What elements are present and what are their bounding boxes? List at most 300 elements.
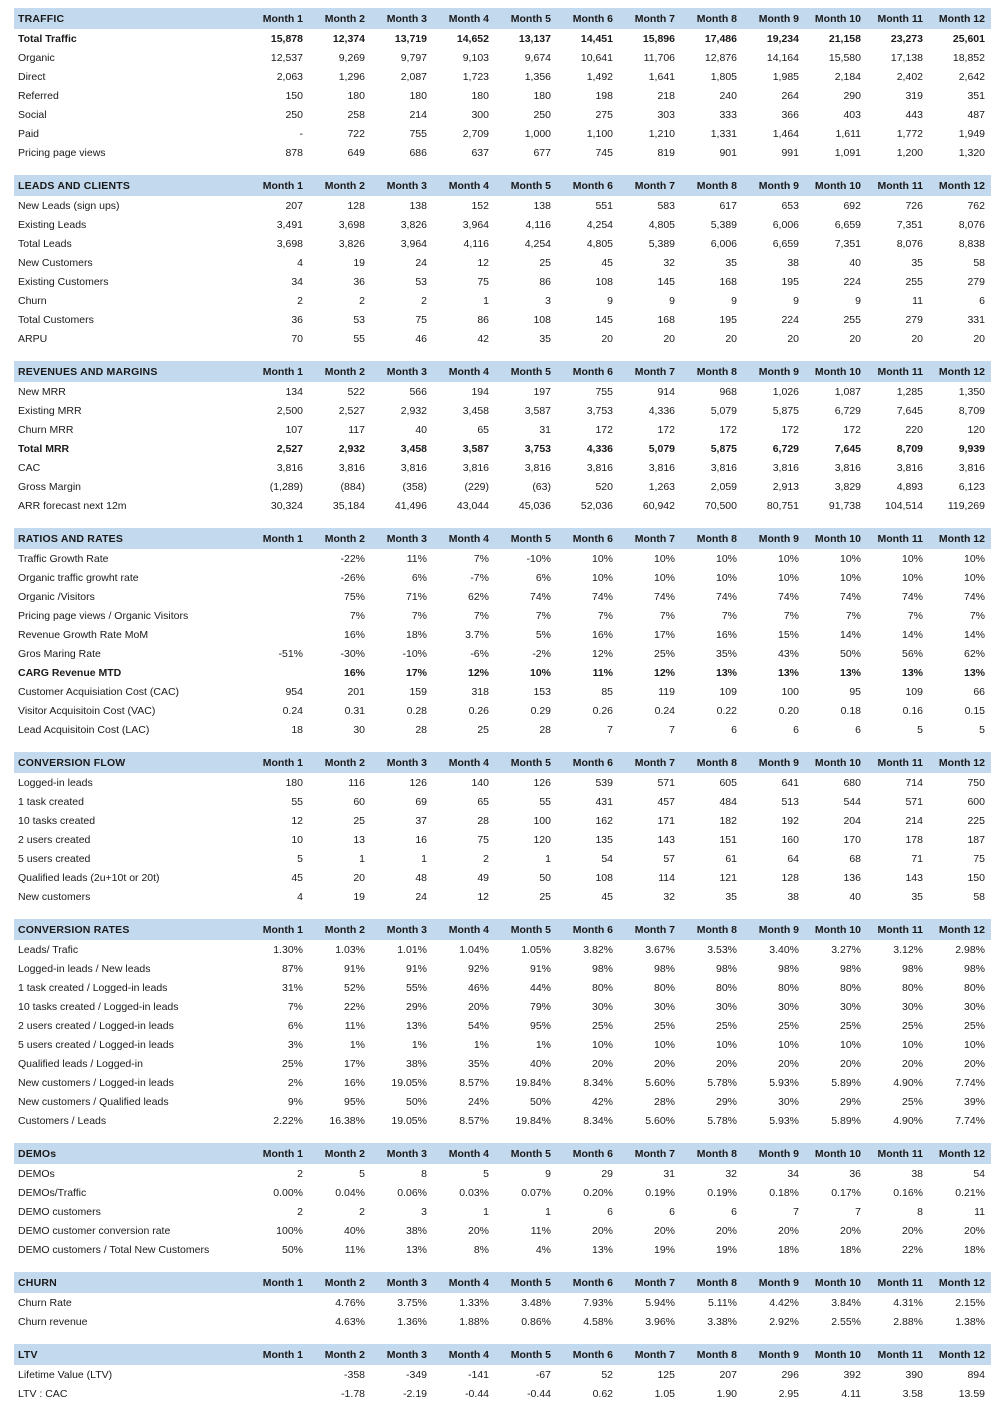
table-row — [14, 1312, 991, 1331]
column-header-month: Month 1 — [247, 752, 309, 773]
table-cell: 3,816 — [586, 461, 613, 474]
column-header-month: Month 2 — [309, 175, 371, 196]
table-cell: 30% — [715, 1000, 737, 1013]
table-cell: 13% — [901, 666, 923, 679]
row-label: Pricing page views / Organic Visitors — [18, 609, 189, 622]
table-cell: 85 — [601, 685, 613, 698]
table-cell: 168 — [657, 313, 675, 326]
metrics-table — [14, 8, 991, 1403]
column-header-month: Month 11 — [867, 175, 929, 196]
table-cell: 2,402 — [896, 70, 923, 83]
table-cell: 54% — [467, 1019, 489, 1032]
table-cell: 30% — [963, 1000, 985, 1013]
table-cell: 10% — [839, 1038, 861, 1051]
table-cell: 80% — [653, 981, 675, 994]
column-header-month: Month 8 — [681, 752, 743, 773]
table-cell: (229) — [464, 480, 489, 493]
row-label: Organic — [18, 51, 55, 64]
row-label: Churn Rate — [18, 1296, 72, 1309]
table-cell: 11 — [974, 1205, 985, 1218]
row-label: Direct — [18, 70, 46, 83]
table-cell: 30% — [591, 1000, 613, 1013]
table-cell: 13% — [777, 666, 799, 679]
table-cell: 10% — [653, 571, 675, 584]
row-label: Existing Customers — [18, 275, 109, 288]
table-cell: 20 — [725, 332, 737, 345]
table-cell: 224 — [843, 275, 861, 288]
table-cell: 2,063 — [276, 70, 303, 83]
table-cell: 745 — [595, 146, 613, 159]
table-cell: 9,939 — [958, 442, 985, 455]
table-cell: 31% — [281, 981, 303, 994]
column-header-month: Month 8 — [681, 1272, 743, 1293]
column-header-month: Month 5 — [495, 528, 557, 549]
table-cell: 7,645 — [834, 442, 861, 455]
table-cell: 4% — [535, 1243, 551, 1256]
table-cell: 36 — [353, 275, 365, 288]
table-cell: 6,729 — [772, 442, 799, 455]
table-cell: 56% — [901, 647, 923, 660]
table-cell: 8,709 — [896, 442, 923, 455]
table-cell: 20% — [777, 1057, 799, 1070]
column-header-month: Month 4 — [433, 1344, 495, 1365]
table-cell: 68 — [849, 852, 861, 865]
table-cell: 10% — [715, 552, 737, 565]
table-row — [14, 606, 991, 625]
table-cell: 0.20 — [778, 704, 799, 717]
row-label: Logged-in leads / New leads — [18, 962, 151, 975]
table-cell: 36 — [849, 1167, 861, 1180]
table-cell: 9% — [287, 1095, 303, 1108]
column-header-month: Month 10 — [805, 8, 867, 29]
table-cell: 13% — [715, 666, 737, 679]
table-cell: 318 — [471, 685, 489, 698]
column-header-month: Month 2 — [309, 752, 371, 773]
table-cell: 65 — [477, 423, 489, 436]
column-header-month: Month 12 — [929, 361, 991, 382]
table-row — [14, 29, 991, 48]
table-cell: 6 — [793, 723, 799, 736]
table-cell: 1 — [483, 1205, 489, 1218]
column-header-month: Month 6 — [557, 528, 619, 549]
column-header-month: Month 3 — [371, 175, 433, 196]
table-cell: 392 — [843, 1368, 861, 1381]
table-cell: 70,500 — [704, 499, 737, 512]
table-cell: 3,829 — [834, 480, 861, 493]
column-header-month: Month 7 — [619, 1344, 681, 1365]
column-header-month: Month 12 — [929, 8, 991, 29]
row-label: Total Leads — [18, 237, 72, 250]
table-cell: 1.05 — [654, 1387, 675, 1400]
table-cell: 1,331 — [710, 127, 737, 140]
table-cell: 138 — [409, 199, 427, 212]
section-gap — [14, 1130, 991, 1143]
table-cell: 3,458 — [400, 442, 427, 455]
table-cell: 0.22 — [716, 704, 737, 717]
table-cell: 36 — [291, 313, 303, 326]
column-header-month: Month 5 — [495, 1143, 557, 1164]
table-cell — [247, 549, 309, 568]
table-cell: 35 — [539, 332, 551, 345]
table-cell: 1,263 — [648, 480, 675, 493]
table-cell: 12 — [477, 890, 489, 903]
row-label: Revenue Growth Rate MoM — [18, 628, 149, 641]
table-cell: 1% — [411, 1038, 427, 1051]
table-cell: 0.24 — [282, 704, 303, 717]
table-cell: 10% — [591, 552, 613, 565]
table-cell: 65 — [477, 795, 489, 808]
table-cell: 40 — [849, 256, 861, 269]
table-cell: 172 — [719, 423, 737, 436]
table-cell: 9 — [793, 294, 799, 307]
column-header-month: Month 2 — [309, 1143, 371, 1164]
table-cell: 6 — [669, 1205, 675, 1218]
table-cell: 11 — [912, 294, 923, 307]
column-header-month: Month 8 — [681, 1344, 743, 1365]
table-cell: 551 — [595, 199, 613, 212]
table-cell: 12,537 — [270, 51, 303, 64]
table-cell: 45 — [601, 890, 613, 903]
table-cell: 300 — [471, 108, 489, 121]
table-cell: 3,964 — [400, 237, 427, 250]
table-cell: 74% — [963, 590, 985, 603]
table-cell: 151 — [719, 833, 737, 846]
table-cell: 755 — [595, 385, 613, 398]
table-cell: 5.89% — [831, 1076, 861, 1089]
table-cell: 50% — [405, 1095, 427, 1108]
section-header-row — [14, 361, 991, 382]
table-row — [14, 773, 991, 792]
table-cell: 0.20% — [583, 1186, 613, 1199]
column-header-month: Month 3 — [371, 1344, 433, 1365]
column-header-month: Month 4 — [433, 175, 495, 196]
column-header-month: Month 10 — [805, 361, 867, 382]
table-cell: 3,816 — [710, 461, 737, 474]
table-cell: 1.30% — [273, 943, 303, 956]
table-cell: 24 — [415, 890, 427, 903]
row-label: Customers / Leads — [18, 1114, 107, 1127]
table-cell: 30 — [353, 723, 365, 736]
table-cell: 10% — [901, 1038, 923, 1051]
table-cell: 140 — [471, 776, 489, 789]
table-cell: 25% — [653, 647, 675, 660]
table-row — [14, 439, 991, 458]
table-cell: 62% — [963, 647, 985, 660]
table-cell: 1,200 — [896, 146, 923, 159]
table-cell: 35 — [725, 256, 737, 269]
table-cell: 1% — [535, 1038, 551, 1051]
column-header-month: Month 11 — [867, 361, 929, 382]
table-cell: 60 — [353, 795, 365, 808]
table-cell: 1.03% — [335, 943, 365, 956]
column-header-month: Month 4 — [433, 752, 495, 773]
table-cell: 649 — [347, 146, 365, 159]
table-cell: 92% — [467, 962, 489, 975]
row-label: LTV : CAC — [18, 1387, 68, 1400]
table-cell: 1,285 — [896, 385, 923, 398]
table-cell: 1,100 — [586, 127, 613, 140]
table-cell: 20% — [963, 1224, 985, 1237]
column-header-month: Month 8 — [681, 8, 743, 29]
section-title: RATIOS AND RATES — [14, 528, 247, 549]
table-cell: 2,932 — [400, 404, 427, 417]
table-cell: 40% — [343, 1224, 365, 1237]
table-cell: 3.48% — [521, 1296, 551, 1309]
column-header-month: Month 3 — [371, 752, 433, 773]
row-label: Paid — [18, 127, 40, 140]
table-cell: 255 — [843, 313, 861, 326]
table-cell: 1,296 — [338, 70, 365, 83]
table-cell: 25,601 — [952, 32, 985, 45]
table-cell: 152 — [471, 199, 489, 212]
table-cell: 901 — [719, 146, 737, 159]
table-cell: 7.93% — [583, 1296, 613, 1309]
section-title: DEMOs — [14, 1143, 247, 1164]
column-header-month: Month 10 — [805, 1272, 867, 1293]
table-cell: 17% — [653, 628, 675, 641]
table-cell: 10% — [777, 1038, 799, 1051]
row-label: Gross Margin — [18, 480, 82, 493]
table-cell: 79% — [529, 1000, 551, 1013]
table-cell: 617 — [719, 199, 737, 212]
table-cell: 1,611 — [835, 127, 861, 140]
table-cell: 4,336 — [648, 404, 675, 417]
table-cell: 3,816 — [958, 461, 985, 474]
section-gap — [14, 515, 991, 528]
table-cell: 1 — [545, 1205, 551, 1218]
table-cell: 2.92% — [769, 1315, 799, 1328]
table-cell: 108 — [595, 275, 613, 288]
row-label: Existing MRR — [18, 404, 82, 417]
table-cell: 5.11% — [708, 1296, 737, 1309]
table-row — [14, 701, 991, 720]
table-cell: 3.38% — [707, 1315, 737, 1328]
table-cell: 2 — [297, 1167, 303, 1180]
column-header-month: Month 8 — [681, 528, 743, 549]
table-cell: 55% — [405, 981, 427, 994]
table-cell: 20 — [601, 332, 613, 345]
column-header-month: Month 10 — [805, 1344, 867, 1365]
column-header-month: Month 8 — [681, 361, 743, 382]
table-cell: 25% — [281, 1057, 303, 1070]
table-row — [14, 663, 991, 682]
table-cell: 653 — [781, 199, 799, 212]
table-cell: 15,878 — [270, 32, 303, 45]
table-cell: 13% — [405, 1243, 427, 1256]
table-cell: 61 — [725, 852, 737, 865]
table-cell: 35,184 — [332, 499, 365, 512]
table-cell: 1.38% — [955, 1315, 985, 1328]
table-cell: 20 — [353, 871, 365, 884]
table-cell: 54 — [601, 852, 613, 865]
table-row — [14, 1293, 991, 1312]
table-cell — [247, 606, 309, 625]
table-cell: 95% — [529, 1019, 551, 1032]
table-cell: 13,137 — [518, 32, 551, 45]
table-row — [14, 143, 991, 162]
table-cell: 0.86% — [521, 1315, 551, 1328]
section-title: LTV — [14, 1344, 247, 1365]
column-header-month: Month 8 — [681, 919, 743, 940]
table-cell: 126 — [533, 776, 551, 789]
table-cell: 7% — [349, 609, 365, 622]
table-cell: 3,458 — [462, 404, 489, 417]
table-cell: 403 — [843, 108, 861, 121]
table-cell: 20% — [591, 1224, 613, 1237]
table-cell: 2.55% — [831, 1315, 861, 1328]
table-cell: 3.82% — [583, 943, 613, 956]
section-gap — [14, 906, 991, 919]
row-label: Lead Acquisitoin Cost (LAC) — [18, 723, 150, 736]
row-label: 2 users created — [18, 833, 91, 846]
table-cell: -30% — [340, 647, 365, 660]
column-header-month: Month 9 — [743, 361, 805, 382]
table-cell: 583 — [657, 199, 675, 212]
table-cell: 52% — [343, 981, 365, 994]
table-cell: 5 — [297, 852, 303, 865]
column-header-month: Month 8 — [681, 175, 743, 196]
table-cell: 2,913 — [772, 480, 799, 493]
table-cell: 5 — [359, 1167, 365, 1180]
row-label: DEMO customers — [18, 1205, 101, 1218]
table-cell: 182 — [719, 814, 737, 827]
table-cell: -358 — [343, 1368, 365, 1381]
table-cell: 117 — [348, 423, 365, 436]
table-cell: 204 — [843, 814, 861, 827]
table-cell: 5,079 — [710, 404, 737, 417]
table-cell: 197 — [533, 385, 551, 398]
row-label: DEMOs — [18, 1167, 55, 1180]
table-cell: 686 — [409, 146, 427, 159]
table-cell: 7.74% — [955, 1114, 985, 1127]
table-cell: 45 — [601, 256, 613, 269]
column-header-month: Month 10 — [805, 175, 867, 196]
table-cell: 4,116 — [525, 218, 551, 231]
column-header-month: Month 10 — [805, 1143, 867, 1164]
table-cell: 100% — [276, 1224, 303, 1237]
table-cell: 4.76% — [335, 1296, 365, 1309]
table-cell: 220 — [905, 423, 923, 436]
table-row — [14, 1202, 991, 1221]
table-cell: 187 — [967, 833, 985, 846]
table-cell: 19.84% — [515, 1114, 551, 1127]
table-cell: 38 — [787, 256, 799, 269]
table-cell: 98% — [839, 962, 861, 975]
table-cell: 4,336 — [586, 442, 613, 455]
table-cell: 0.00% — [273, 1186, 303, 1199]
table-cell: 7 — [855, 1205, 861, 1218]
table-cell: 4 — [297, 890, 303, 903]
column-header-month: Month 1 — [247, 361, 309, 382]
table-cell: 23,273 — [890, 32, 923, 45]
table-cell: -0.44 — [527, 1387, 551, 1400]
table-cell: 31 — [539, 423, 551, 436]
table-cell: 1% — [473, 1038, 489, 1051]
table-cell: 3,816 — [896, 461, 923, 474]
column-header-month: Month 8 — [681, 1143, 743, 1164]
table-cell: 38 — [911, 1167, 923, 1180]
column-header-month: Month 5 — [495, 175, 557, 196]
table-cell: 80,751 — [766, 499, 799, 512]
column-header-month: Month 3 — [371, 919, 433, 940]
table-cell: 46% — [467, 981, 489, 994]
column-header-month: Month 9 — [743, 528, 805, 549]
table-row — [14, 1240, 991, 1259]
table-cell: 172 — [781, 423, 799, 436]
section-header-row — [14, 752, 991, 773]
table-cell: 2 — [297, 1205, 303, 1218]
table-cell: 12% — [591, 647, 613, 660]
column-header-month: Month 7 — [619, 361, 681, 382]
table-cell: 19.84% — [515, 1076, 551, 1089]
table-cell: 10% — [591, 571, 613, 584]
column-header-month: Month 9 — [743, 1143, 805, 1164]
table-cell: 0.03% — [459, 1186, 489, 1199]
column-header-month: Month 6 — [557, 1344, 619, 1365]
table-cell: 24% — [467, 1095, 489, 1108]
table-cell: 0.18 — [840, 704, 861, 717]
table-cell: 28 — [539, 723, 551, 736]
table-cell: 3,816 — [400, 461, 427, 474]
column-header-month: Month 5 — [495, 752, 557, 773]
table-cell — [247, 1312, 309, 1331]
column-header-month: Month 2 — [309, 1344, 371, 1365]
table-cell: 66 — [973, 685, 985, 698]
table-cell: 6 — [855, 723, 861, 736]
column-header-month: Month 11 — [867, 1143, 929, 1164]
table-cell: 4,805 — [586, 237, 613, 250]
table-cell: 4.90% — [893, 1114, 923, 1127]
row-label: New customers — [18, 890, 91, 903]
table-cell: 3,826 — [400, 218, 427, 231]
table-cell: 539 — [595, 776, 613, 789]
table-cell: 107 — [285, 423, 303, 436]
table-cell: 12% — [467, 666, 489, 679]
table-cell: 571 — [657, 776, 675, 789]
table-cell: 18% — [963, 1243, 985, 1256]
table-cell: 10% — [963, 1038, 985, 1051]
table-cell: 5,389 — [710, 218, 737, 231]
table-cell: 100 — [781, 685, 799, 698]
table-cell: (884) — [340, 480, 365, 493]
table-cell: 9 — [731, 294, 737, 307]
table-cell: 52 — [601, 1368, 613, 1381]
column-header-month: Month 1 — [247, 919, 309, 940]
table-cell: 279 — [967, 275, 985, 288]
table-cell: 109 — [905, 685, 923, 698]
table-cell: 32 — [663, 890, 675, 903]
table-cell: 29% — [405, 1000, 427, 1013]
row-label: Total Customers — [18, 313, 94, 326]
table-cell: 5 — [483, 1167, 489, 1180]
table-cell: 331 — [967, 313, 985, 326]
table-cell: 258 — [347, 108, 365, 121]
table-cell: 1,210 — [648, 127, 675, 140]
table-row — [14, 291, 991, 310]
section-title: TRAFFIC — [14, 8, 247, 29]
table-cell: 5,389 — [648, 237, 675, 250]
table-cell: 57 — [663, 852, 675, 865]
table-cell: 3,587 — [462, 442, 489, 455]
table-cell: 544 — [843, 795, 861, 808]
table-cell: 74% — [653, 590, 675, 603]
table-cell: 20% — [467, 1224, 489, 1237]
table-row — [14, 1365, 991, 1384]
table-cell: 3,698 — [338, 218, 365, 231]
row-label: CAC — [18, 461, 41, 474]
table-cell: 1.33% — [459, 1296, 489, 1309]
table-cell: 14,164 — [766, 51, 799, 64]
